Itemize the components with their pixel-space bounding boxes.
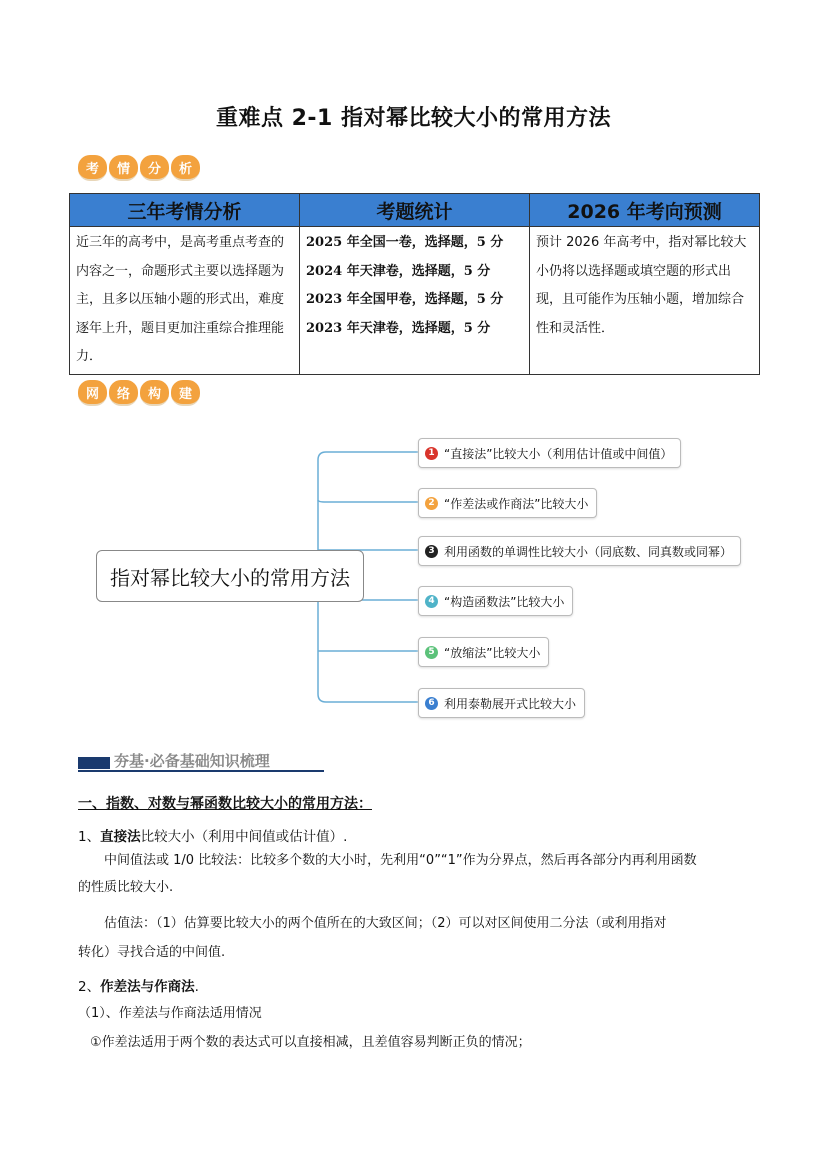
table-header: 2026 年考向预测: [530, 194, 760, 227]
badge-char: 网: [78, 380, 107, 406]
mindmap-node-4: [418, 586, 573, 616]
paragraph-line: 的性质比较大小.: [78, 880, 174, 895]
node-label: “放缩法”比较大小: [444, 645, 541, 660]
mindmap-node-5: [418, 637, 549, 667]
badge-char: 建: [171, 380, 200, 406]
badge-char: 情: [109, 155, 138, 181]
node-label: “直接法”比较大小（利用估计值或中间值）: [444, 446, 673, 461]
node-label: “构造函数法”比较大小: [444, 594, 565, 609]
page-title: 重难点 2-1 指对幂比较大小的常用方法: [215, 106, 612, 131]
section-title: 夯基·必备基础知识梳理: [114, 752, 270, 770]
node-label: 利用泰勒展开式比较大小: [444, 696, 577, 711]
item-2: [78, 975, 199, 995]
badge-char: 构: [140, 380, 169, 406]
stat-line: 2023 年全国甲卷，选择题，5 分: [306, 292, 504, 307]
number-icon: 5: [425, 646, 438, 659]
mindmap-node-6: [418, 688, 585, 718]
section-header: [78, 750, 324, 774]
badge-char: 分: [140, 155, 169, 181]
stat-line: 2025 年全国一卷，选择题，5 分: [306, 235, 504, 250]
badge-char: 络: [109, 380, 138, 406]
item-bold: 直接法: [100, 829, 141, 845]
paragraph-line: 转化）寻找合适的中间值.: [78, 945, 226, 960]
badge-char: 考: [78, 155, 107, 181]
sub-heading: （1）、作差法与作商法适用情况: [78, 1006, 262, 1021]
node-label: 利用函数的单调性比较大小（同底数、同真数或同幂）: [444, 544, 733, 559]
section-bar-icon: [78, 757, 110, 769]
item-rest: .: [194, 979, 199, 995]
analysis-cell: 近三年的高考中，是高考重点考查的内容之一，命题形式主要以选择题为主，且多以压轴小题的形式出，难度逐年上升，题目更加注重综合推理能力．: [70, 227, 300, 375]
stat-line: 2023 年天津卷，选择题，5 分: [306, 320, 491, 336]
number-icon: 6: [425, 697, 438, 710]
forecast-cell: 预计 2026 年高考中，指对幂比较大小仍将以选择题或填空题的形式出现，且可能作为压轴小题，增加综合性和灵活性．: [530, 227, 760, 375]
number-icon: 1: [425, 447, 438, 460]
number-icon: 3: [425, 545, 438, 558]
paragraph-line: 估值法：（1）估算要比较大小的两个值所在的大致区间；（2）可以对区间使用二分法（或利用指对: [104, 916, 667, 931]
item-prefix: 2、: [78, 979, 101, 995]
number-icon: 2: [425, 497, 438, 510]
table-header: 三年考情分析: [70, 194, 300, 227]
mindmap-node-1: [418, 438, 681, 468]
mindmap-root: 指对幂比较大小的常用方法: [96, 550, 364, 602]
item-1: [78, 825, 347, 845]
sub-item: ①作差法适用于两个数的表达式可以直接相减，且差值容易判断正负的情况；: [90, 1035, 531, 1050]
stat-line: 2024 年天津卷，选择题，5 分: [306, 263, 491, 279]
number-icon: 4: [425, 595, 438, 608]
mindmap-node-2: [418, 488, 597, 518]
node-label: “作差法或作商法”比较大小: [444, 496, 589, 511]
body-heading: 一、指数、对数与幂函数比较大小的常用方法：: [78, 796, 372, 812]
item-prefix: 1、: [78, 829, 101, 845]
paragraph-line: 中间值法或 1/0 比较法：比较多个数的大小时，先利用“0”“1”作为分界点，然后再各部分内再利用函数: [104, 853, 697, 868]
table-header: 考题统计: [300, 194, 530, 227]
badge-char: 析: [171, 155, 200, 181]
item-rest: 比较大小（利用中间值或估计值）.: [140, 829, 348, 845]
item-bold: 作差法与作商法: [100, 979, 195, 995]
mindmap-node-3: [418, 536, 741, 566]
